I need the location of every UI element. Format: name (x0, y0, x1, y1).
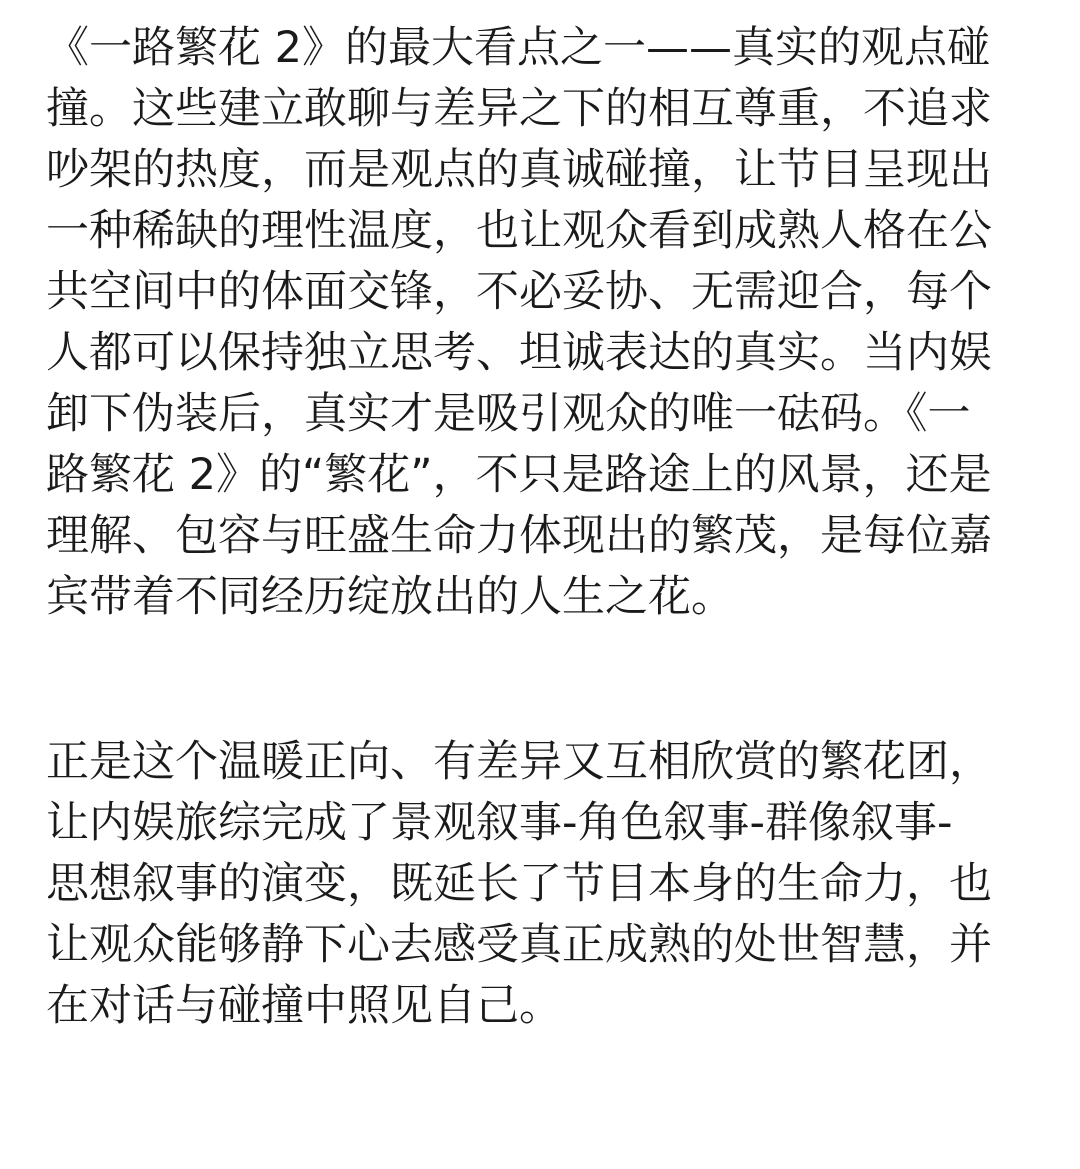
text-line: 撞。这些建立敢聊与差异之下的相互尊重，不追求 (46, 84, 992, 134)
text-line: 共空间中的体面交锋，不必妥协、无需迎合，每个 (46, 267, 992, 317)
text-line: 理解、包容与旺盛生命力体现出的繁茂，是每位嘉 (46, 511, 992, 561)
text-line: 正是这个温暖正向、有差异又互相欣赏的繁花团， (46, 737, 992, 787)
paragraph-1 (46, 18, 1056, 628)
text-line: 宾带着不同经历绽放出的人生之花。 (46, 572, 734, 622)
article-body (46, 18, 1056, 1037)
text-line: 一种稀缺的理性温度，也让观众看到成熟人格在公 (46, 206, 992, 256)
paragraph-2 (46, 732, 1056, 1037)
text-line: 让内娱旅综完成了景观叙事-角色叙事-群像叙事- (46, 798, 953, 848)
text-line: 人都可以保持独立思考、坦诚表达的真实。当内娱 (46, 328, 992, 378)
text-line: 吵架的热度，而是观点的真诚碰撞，让节目呈现出 (46, 145, 992, 195)
paragraph-spacer (46, 628, 1056, 732)
text-line: 思想叙事的演变，既延长了节目本身的生命力，也 (46, 859, 992, 909)
text-line: 路繁花 2》的“繁花”，不只是路途上的风景，还是 (46, 450, 992, 500)
text-line: 《一路繁花 2》的最大看点之一——真实的观点碰 (46, 23, 991, 73)
text-line: 在对话与碰撞中照见自己。 (46, 981, 562, 1031)
text-line: 让观众能够静下心去感受真正成熟的处世智慧，并 (46, 920, 992, 970)
text-line: 卸下伪装后，真实才是吸引观众的唯一砝码。《一 (46, 389, 971, 439)
